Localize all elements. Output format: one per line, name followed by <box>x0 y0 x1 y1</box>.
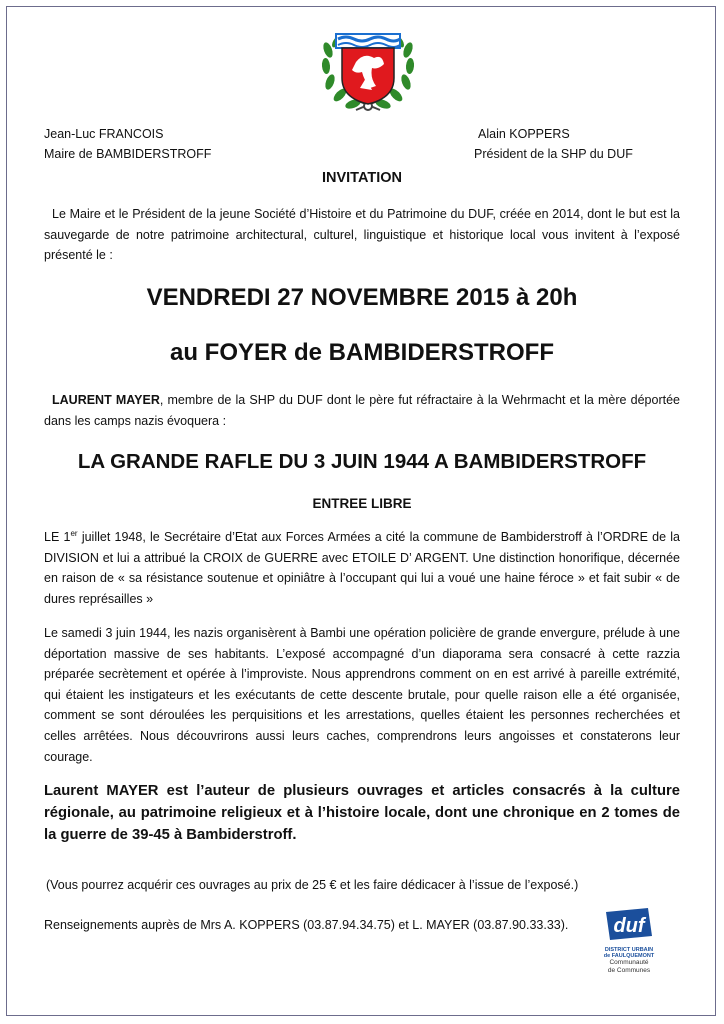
logo-line-2: de FAULQUEMONT <box>603 953 655 959</box>
logo-line-4: de Communes <box>607 967 651 974</box>
history-paragraph <box>44 527 680 609</box>
purchase-note: (Vous pourrez acquérir ces ouvrages au prix de 25 € et les faire dédicacer à l’issue de l’exposé.) <box>46 878 579 892</box>
event-venue: au FOYER de BAMBIDERSTROFF <box>169 339 554 366</box>
district-logo <box>596 906 662 976</box>
para1-superscript: er <box>70 528 78 538</box>
mayor-role: Maire de BAMBIDERSTROFF <box>44 147 212 161</box>
talk-topic: LA GRANDE RAFLE DU 3 JUIN 1944 A BAMBIDERSTROFF <box>77 450 647 473</box>
author-paragraph: Laurent MAYER est l’auteur de plusieurs ouvrages et articles consacrés à la culture régionale, au patrimoine religieux et à l’histoire locale, dont une chronique en 2 tomes de la guerre de 39-45 à Bambiderstroff. <box>44 783 680 843</box>
president-name: Alain KOPPERS <box>478 127 570 141</box>
duf-logo-icon <box>596 906 662 942</box>
intro-paragraph: Le Maire et le Président de la jeune Société d’Histoire et du Patrimoine du DUF, créée en 2014, dont le but est la sauvegarde de notre patrimoine architectural, culturel, linguistique et historique local vous invitent à l’exposé présenté le : <box>44 207 680 263</box>
para1-rest: juillet 1948, le Secrétaire d’Etat aux Forces Armées a cité la commune de Bambiderstroff à l’ORDRE de la DIVISION et lui a attribué la CROIX de GUERRE avec ETOILE D’ ARGENT. Une distinction honorifique, décernée en raison de « sa résistance soutenue et opiniâtre à l’occupant qui lui a voué une haine féroce » et fait subir « de dures représailles » <box>44 530 680 606</box>
raid-paragraph: Le samedi 3 juin 1944, les nazis organisèrent à Bambi une opération policière de grande envergure, prélude à une déportation massive de ses habitants. L’exposé accompagné d’un diaporama sera consacré à cette razzia préparée secrètement et opérée à l’improviste. Nous apprendrons comment on en est arrivé à pareille extrémité, qui étaient les instigateurs et les exécutants de cette descente brutale, pour quelle raison elle a été organisée, comment se sont déroulées les perquisitions et les arrestations, quelles étaient les personnes recherchées et celles arrêtées. Nous découvrirons aussi leurs caches, comprendrons leurs angoisses et constaterons leur courage. <box>44 626 680 764</box>
mayor-name: Jean-Luc FRANCOIS <box>44 127 164 141</box>
president-role: Président de la SHP du DUF <box>474 147 633 161</box>
invitation-heading: INVITATION <box>321 170 402 186</box>
coat-of-arms-icon <box>316 20 420 118</box>
logo-mark: duf <box>613 915 645 937</box>
speaker-name: LAURENT MAYER <box>52 393 160 407</box>
contact-info: Renseignements auprès de Mrs A. KOPPERS (03.87.94.34.75) et L. MAYER (03.87.90.33.33). <box>44 918 569 932</box>
logo-line-1: DISTRICT URBAIN <box>604 947 654 953</box>
event-date: VENDREDI 27 NOVEMBRE 2015 à 20h <box>146 284 578 311</box>
para1-start: LE 1 <box>44 530 71 544</box>
speaker-paragraph <box>44 390 680 431</box>
logo-line-3: Communauté <box>609 959 649 966</box>
free-entry: ENTREE LIBRE <box>312 496 412 511</box>
speaker-description: , membre de la SHP du DUF dont le père fut réfractaire à la Wehrmacht et la mère déportée dans les camps nazis évoquera : <box>44 393 680 428</box>
